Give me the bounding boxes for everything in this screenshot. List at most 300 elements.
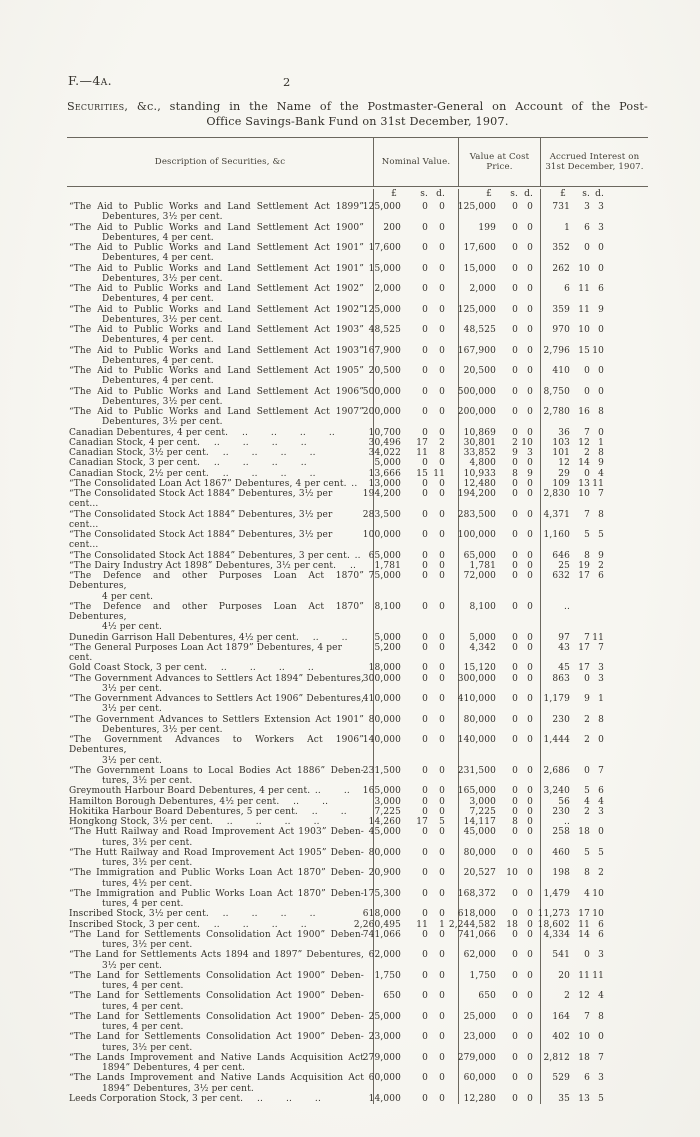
cost-shillings: 0: [512, 950, 518, 961]
value-at-cost-cell: [458, 868, 540, 889]
nominal-pence: 0: [439, 560, 445, 571]
accrued-pence: 9: [598, 458, 604, 469]
nominal-pounds: 194,200: [362, 489, 401, 499]
accrued-interest-cell: [540, 663, 648, 673]
accrued-pence: 7: [598, 489, 604, 499]
description-cell: [67, 889, 373, 910]
accrued-pounds: 4,371: [543, 509, 570, 520]
accrued-shillings: 17: [578, 571, 590, 581]
table-row: [67, 448, 648, 458]
header-accrued-interest: Accrued Interest on 31st December, 1907.: [540, 138, 648, 186]
accrued-interest-cell: [540, 950, 648, 971]
cost-pence: 0: [527, 991, 533, 1002]
description-line-2: 4½ per cent.: [102, 622, 163, 633]
nominal-shillings: 0: [422, 642, 428, 653]
accrued-pounds: 1,160: [543, 530, 570, 540]
nominal-shillings: 0: [422, 950, 428, 961]
cost-pence: 0: [527, 817, 533, 827]
description-line-2: tures, 3½ per cent.: [102, 1042, 193, 1053]
table-row: [67, 909, 648, 919]
accrued-pence: 8: [598, 448, 604, 458]
accrued-pence: 3: [598, 202, 604, 212]
cost-pounds: 15,000: [463, 263, 496, 274]
description-cell: [67, 407, 373, 428]
accrued-shillings: 7: [584, 427, 590, 438]
accrued-shillings: 8: [584, 550, 590, 561]
cost-pence: 0: [527, 345, 533, 356]
nominal-shillings: 0: [422, 489, 428, 499]
cost-shillings: 0: [512, 632, 518, 643]
value-at-cost-cell: [458, 1094, 540, 1104]
accrued-pence: 5: [598, 1093, 604, 1104]
nominal-pence: 0: [439, 571, 445, 581]
accrued-pounds: 103: [552, 437, 570, 448]
accrued-pence: 6: [598, 571, 604, 581]
nominal-value-cell: [368, 1011, 458, 1033]
nominal-pence: 0: [439, 847, 445, 858]
nominal-value-cell: [362, 202, 458, 223]
accrued-shillings: 11: [578, 970, 590, 981]
cost-shillings: 0: [512, 1052, 518, 1063]
description-line-1: “The Aid to Public Works and Land Settlement Act 1901”: [69, 243, 364, 253]
cost-pounds: 45,000: [463, 827, 496, 838]
table-row: [67, 428, 648, 438]
description-line-1: “The Aid to Public Works and Land Settlement Act 1902”: [69, 304, 364, 315]
cost-shillings: 8: [512, 817, 518, 827]
description-cell: [67, 264, 373, 285]
cost-shillings: 0: [512, 243, 518, 253]
accrued-pounds: 97: [558, 632, 570, 643]
nominal-shillings: 0: [422, 284, 428, 294]
nominal-pence: 0: [439, 765, 445, 776]
cost-pence: 9: [527, 468, 533, 479]
description-line-2: tures, 4 per cent.: [102, 981, 184, 991]
description-line-2: tures, 3½ per cent.: [102, 776, 193, 786]
accrued-pounds: ..: [563, 601, 570, 612]
description-line-1: Canadian Stock, 3½ per cent. .. .. .. ..: [69, 448, 316, 458]
description-cell: [67, 305, 373, 326]
accrued-shillings: 0: [584, 468, 590, 479]
cost-shillings: 0: [512, 571, 518, 581]
accrued-pounds: 198: [552, 868, 570, 879]
cost-pence: 0: [527, 284, 533, 294]
nominal-pounds: 80,000: [368, 714, 401, 725]
description-cell: [67, 694, 373, 715]
nominal-pence: 0: [439, 427, 445, 438]
accrued-pence: 0: [598, 325, 604, 335]
nominal-shillings: 0: [422, 407, 428, 417]
accrued-interest-cell: [540, 223, 648, 244]
nominal-pounds: 25,000: [368, 1011, 401, 1022]
description-cell: [67, 469, 373, 479]
cost-pence: 0: [527, 673, 533, 684]
cost-pounds: 140,000: [457, 735, 496, 745]
accrued-pence: 4: [598, 796, 604, 807]
accrued-pounds: 56: [558, 796, 570, 807]
cost-shillings: 0: [512, 345, 518, 356]
nominal-value-cell: [362, 345, 458, 367]
description-line-1: “The Aid to Public Works and Land Settlement Act 1905”: [69, 366, 364, 376]
table-row: [67, 920, 648, 930]
cost-pence: 0: [527, 1093, 533, 1104]
accrued-interest-cell: [540, 387, 648, 408]
value-at-cost-cell: [448, 919, 540, 930]
table-row: [67, 305, 648, 326]
accrued-interest-cell: [540, 694, 648, 715]
nominal-pounds: 175,300: [362, 888, 401, 899]
nominal-shillings: 0: [422, 1032, 428, 1043]
accrued-pounds: 29: [558, 468, 570, 479]
nominal-pounds: 125,000: [362, 202, 401, 212]
accrued-shillings: 10: [578, 489, 590, 499]
nominal-pence: 0: [439, 642, 445, 653]
cost-pounds: 30,801: [463, 437, 496, 448]
table-row: [67, 991, 648, 1012]
accrued-interest-cell: [540, 264, 648, 285]
nominal-pence: 0: [439, 1011, 445, 1022]
value-at-cost-cell: [458, 448, 540, 458]
description-line-2: 4 per cent.: [102, 591, 154, 602]
page-number: 2: [283, 75, 291, 89]
nominal-pence: 0: [439, 478, 445, 489]
nominal-value-cell: [373, 284, 458, 305]
cost-pence: 3: [527, 448, 533, 458]
cost-pence: 0: [527, 663, 533, 674]
cost-shillings: 0: [512, 284, 518, 294]
value-at-cost-cell: [458, 694, 540, 715]
cost-shillings: 0: [512, 601, 518, 612]
nominal-shillings: 0: [422, 243, 428, 253]
nominal-pence: 0: [439, 407, 445, 417]
description-cell: [67, 428, 373, 438]
accrued-shillings: 11: [578, 304, 590, 315]
cost-shillings: 0: [512, 560, 518, 571]
accrued-pounds: 8,750: [543, 386, 570, 397]
table-row: [67, 479, 648, 489]
cost-pounds: 125,000: [457, 304, 496, 315]
table-row: [67, 551, 648, 561]
nominal-value-cell: [368, 827, 458, 848]
accrued-pounds: 4,334: [543, 929, 570, 940]
description-line-1: “The Immigration and Public Works Loan Act 1870” Deben-: [69, 888, 364, 899]
accrued-shillings: 0: [584, 673, 590, 684]
accrued-shillings: 7: [584, 632, 590, 643]
nominal-pence: 0: [439, 950, 445, 961]
accrued-pence: 4: [598, 468, 604, 479]
accrued-interest-cell: [540, 458, 648, 468]
nominal-pence: 0: [439, 304, 445, 315]
accrued-shillings: 17: [578, 909, 590, 920]
accrued-pence: 3: [598, 673, 604, 684]
description-cell: [67, 530, 373, 551]
nominal-pounds: 231,500: [362, 765, 401, 776]
nominal-pounds: 10,700: [368, 427, 401, 438]
cost-shillings: 0: [512, 386, 518, 397]
nominal-shillings: 0: [422, 478, 428, 489]
cost-shillings: 0: [512, 735, 518, 745]
cost-pence: 0: [527, 325, 533, 335]
value-at-cost-cell: [458, 1053, 540, 1074]
accrued-shillings: 4: [584, 888, 590, 899]
table-row: [67, 633, 648, 643]
nominal-pounds: 8,100: [374, 601, 401, 612]
description-cell: [67, 438, 373, 448]
cost-pounds: 500,000: [457, 386, 496, 397]
accrued-interest-cell: [540, 827, 648, 848]
nominal-shillings: 0: [422, 970, 428, 981]
description-line-1: Canadian Stock, 2½ per cent. .. .. .. ..: [69, 468, 316, 479]
accrued-shillings: 0: [584, 243, 590, 253]
table-row: [67, 407, 648, 428]
nominal-pence: 0: [439, 1093, 445, 1104]
accrued-pence: 0: [598, 366, 604, 376]
nominal-pounds: 14,260: [368, 817, 401, 827]
nominal-value-cell: [368, 1073, 458, 1094]
description-line-2: tures, 3½ per cent.: [102, 837, 193, 848]
nominal-value-cell: [362, 929, 458, 951]
accrued-interest-cell: [540, 202, 648, 223]
nominal-pounds: 45,000: [368, 827, 401, 838]
nominal-pence: 0: [439, 1032, 445, 1043]
value-at-cost-cell: [458, 264, 540, 285]
table-row: [67, 489, 648, 510]
description-line-1: “The Land for Settlements Consolidation Act 1900” Deben-: [69, 991, 364, 1002]
description-cell: [67, 387, 373, 408]
accrued-interest-cell: [540, 469, 648, 479]
units-accrued: [540, 189, 648, 202]
nominal-pounds: 165,000: [362, 786, 401, 797]
title-lead-word: Securities: [67, 100, 125, 113]
nominal-pounds: 200,000: [362, 407, 401, 417]
table-row: [67, 715, 648, 736]
accrued-pounds: 402: [552, 1032, 570, 1043]
accrued-pounds: 1,479: [543, 888, 570, 899]
accrued-pounds: 2,796: [543, 345, 570, 356]
nominal-shillings: 0: [422, 386, 428, 397]
accrued-pence: 0: [598, 735, 604, 745]
nominal-pence: 0: [439, 970, 445, 981]
value-at-cost-cell: [458, 243, 540, 264]
description-line-1: “The Land for Settlements Acts 1894 and 1897” Debentures,: [69, 950, 364, 961]
accrued-pounds: 410: [552, 366, 570, 376]
accrued-shillings: 15: [578, 345, 590, 356]
nominal-pence: 0: [439, 263, 445, 274]
cost-pence: 0: [527, 642, 533, 653]
accrued-interest-cell: [540, 889, 648, 910]
accrued-interest-cell: [540, 817, 648, 827]
description-line-1: “The Lands Improvement and Native Lands Acquisition Act: [69, 1052, 364, 1063]
table-row: [67, 889, 648, 910]
description-cell: [67, 551, 373, 561]
cost-pounds: 12,280: [463, 1093, 496, 1104]
cost-pounds: 194,200: [457, 489, 496, 499]
accrued-pence: 3: [598, 222, 604, 233]
description-cell: [67, 909, 373, 919]
nominal-value-cell: [368, 448, 458, 458]
accrued-pounds: 25: [558, 560, 570, 571]
nominal-shillings: 0: [422, 909, 428, 920]
cost-shillings: 0: [512, 970, 518, 981]
document-title: [67, 100, 648, 128]
description-cell: [67, 1053, 373, 1074]
accrued-pounds: 164: [552, 1011, 570, 1022]
nominal-pence: 0: [439, 1052, 445, 1063]
value-at-cost-cell: [458, 1032, 540, 1053]
nominal-pence: 0: [439, 509, 445, 520]
cost-pounds: 72,000: [463, 571, 496, 581]
accrued-pence: 8: [598, 509, 604, 520]
value-at-cost-cell: [458, 909, 540, 919]
accrued-interest-cell: [540, 991, 648, 1012]
description-line-1: “The Government Advances to Workers Act 1906” Debentures,: [69, 735, 364, 756]
accrued-pence: 6: [598, 284, 604, 294]
description-line-2: tures, 4 per cent.: [102, 1022, 184, 1032]
description-cell: [67, 1094, 373, 1104]
cost-pence: 0: [527, 386, 533, 397]
cost-shillings: 0: [512, 991, 518, 1002]
description-cell: [67, 202, 373, 223]
nominal-value-cell: [368, 817, 458, 827]
value-at-cost-cell: [458, 469, 540, 479]
description-line-1: “The Consolidated Stock Act 1884” Debentures, 3½ per cent...: [69, 509, 333, 530]
units-nominal: [373, 189, 458, 202]
cost-pence: 0: [527, 827, 533, 838]
nominal-pounds: 60,000: [368, 1073, 401, 1084]
nominal-value-cell: [368, 1032, 458, 1053]
value-at-cost-cell: [458, 715, 540, 736]
cost-pounds: 1,750: [469, 970, 496, 981]
accrued-shillings: 0: [584, 386, 590, 397]
nominal-pounds: 30,496: [368, 437, 401, 448]
description-cell: [67, 510, 373, 531]
description-line-2: Debentures, 4 per cent.: [102, 232, 214, 243]
value-at-cost-cell: [458, 1073, 540, 1094]
nominal-value-cell: [368, 847, 458, 869]
nominal-value-cell: [368, 714, 458, 736]
description-line-2: Debentures, 3½ per cent.: [102, 212, 223, 223]
description-cell: [67, 848, 373, 869]
accrued-interest-cell: [540, 325, 648, 346]
accrued-pounds: 2,830: [543, 489, 570, 499]
cost-pence: 0: [527, 694, 533, 704]
nominal-pence: 0: [439, 458, 445, 469]
cost-shillings: 0: [512, 663, 518, 674]
table-row: [67, 561, 648, 571]
accrued-pounds: 20: [558, 970, 570, 981]
nominal-pounds: 741,066: [362, 929, 401, 940]
nominal-value-cell: [362, 786, 458, 797]
nominal-pounds: 283,500: [362, 509, 401, 520]
accrued-shillings: 8: [584, 868, 590, 879]
accrued-shillings: 3: [584, 202, 590, 212]
nominal-value-cell: [368, 263, 458, 285]
nominal-shillings: 0: [422, 458, 428, 469]
description-line-2: Debentures, 3½ per cent.: [102, 724, 223, 735]
accrued-pounds: 109: [552, 478, 570, 489]
accrued-shillings: 12: [578, 437, 590, 448]
nominal-pence: 0: [439, 786, 445, 797]
accrued-pence: 7: [598, 765, 604, 776]
nominal-pence: 0: [439, 714, 445, 725]
cost-shillings: 0: [512, 909, 518, 920]
value-at-cost-cell: [458, 202, 540, 223]
description-line-1: “The Government Loans to Local Bodies Act 1886” Deben-: [69, 765, 364, 776]
accrued-interest-cell: [540, 428, 648, 438]
cost-shillings: 0: [512, 847, 518, 858]
cost-pence: 0: [527, 571, 533, 581]
description-line-1: Canadian Stock, 3 per cent. .. .. .. ..: [69, 458, 307, 469]
accrued-interest-cell: [540, 602, 648, 633]
description-line-1: Canadian Debentures, 4 per cent. .. .. .. ..: [69, 427, 335, 438]
units-spacer: [67, 189, 373, 202]
nominal-value-cell: [362, 1052, 458, 1074]
nominal-shillings: 0: [422, 222, 428, 233]
cost-pence: 0: [527, 560, 533, 571]
cost-pence: 0: [527, 1073, 533, 1084]
cost-pence: 0: [527, 427, 533, 438]
description-line-1: “The Hutt Railway and Road Improvement Act 1905” Deben-: [69, 847, 364, 858]
accrued-interest-cell: [540, 510, 648, 531]
nominal-shillings: 0: [422, 786, 428, 797]
cost-shillings: 0: [512, 458, 518, 469]
cost-pence: 0: [527, 478, 533, 489]
accrued-shillings: 12: [578, 991, 590, 1002]
nominal-pence: 2: [439, 437, 445, 448]
accrued-shillings: 5: [584, 786, 590, 797]
description-line-1: Greymouth Harbour Board Debentures, 4 per cent. .. ..: [69, 786, 350, 797]
accrued-pence: 9: [598, 304, 604, 315]
description-line-1: “The Aid to Public Works and Land Settlement Act 1901”: [69, 263, 364, 274]
cost-pounds: 168,372: [457, 888, 496, 899]
description-cell: [67, 366, 373, 387]
nominal-shillings: 0: [422, 1073, 428, 1084]
accrued-pounds: 2: [564, 991, 570, 1002]
accrued-pence: 1: [598, 694, 604, 704]
cost-pence: 10: [521, 437, 533, 448]
table-row: [67, 1012, 648, 1033]
nominal-pounds: 167,900: [362, 345, 401, 356]
accrued-pounds: 230: [552, 714, 570, 725]
description-line-1: “The Land for Settlements Consolidation Act 1900” Deben-: [69, 1032, 364, 1043]
value-at-cost-cell: [458, 797, 540, 807]
cost-shillings: 0: [512, 509, 518, 520]
table-row: [67, 264, 648, 285]
accrued-shillings: 0: [584, 366, 590, 376]
table-row: [67, 807, 648, 817]
value-at-cost-cell: [458, 407, 540, 428]
accrued-interest-cell: [540, 346, 648, 367]
accrued-pence: 4: [598, 991, 604, 1002]
cost-pence: 0: [527, 714, 533, 725]
table-row: [67, 735, 648, 766]
accrued-shillings: 19: [578, 560, 590, 571]
accrued-shillings: 14: [578, 929, 590, 940]
cost-shillings: 0: [512, 263, 518, 274]
table-body: [67, 202, 648, 1104]
table-row: [67, 387, 648, 408]
nominal-value-cell: [362, 909, 458, 920]
description-line-1: “The General Purposes Loan Act 1879” Debentures, 4 per cent.: [69, 642, 343, 663]
accrued-shillings: 5: [584, 530, 590, 540]
nominal-shillings: 0: [422, 1011, 428, 1022]
accrued-interest-cell: [540, 786, 648, 796]
description-line-1: Inscribed Stock, 3 per cent. .. .. .. ..: [69, 919, 307, 930]
cost-pounds: 300,000: [457, 673, 496, 684]
value-at-cost-cell: [458, 438, 540, 448]
description-line-2: Debentures, 4 per cent.: [102, 335, 214, 346]
cost-shillings: 8: [512, 468, 518, 479]
cost-shillings: 0: [512, 714, 518, 725]
